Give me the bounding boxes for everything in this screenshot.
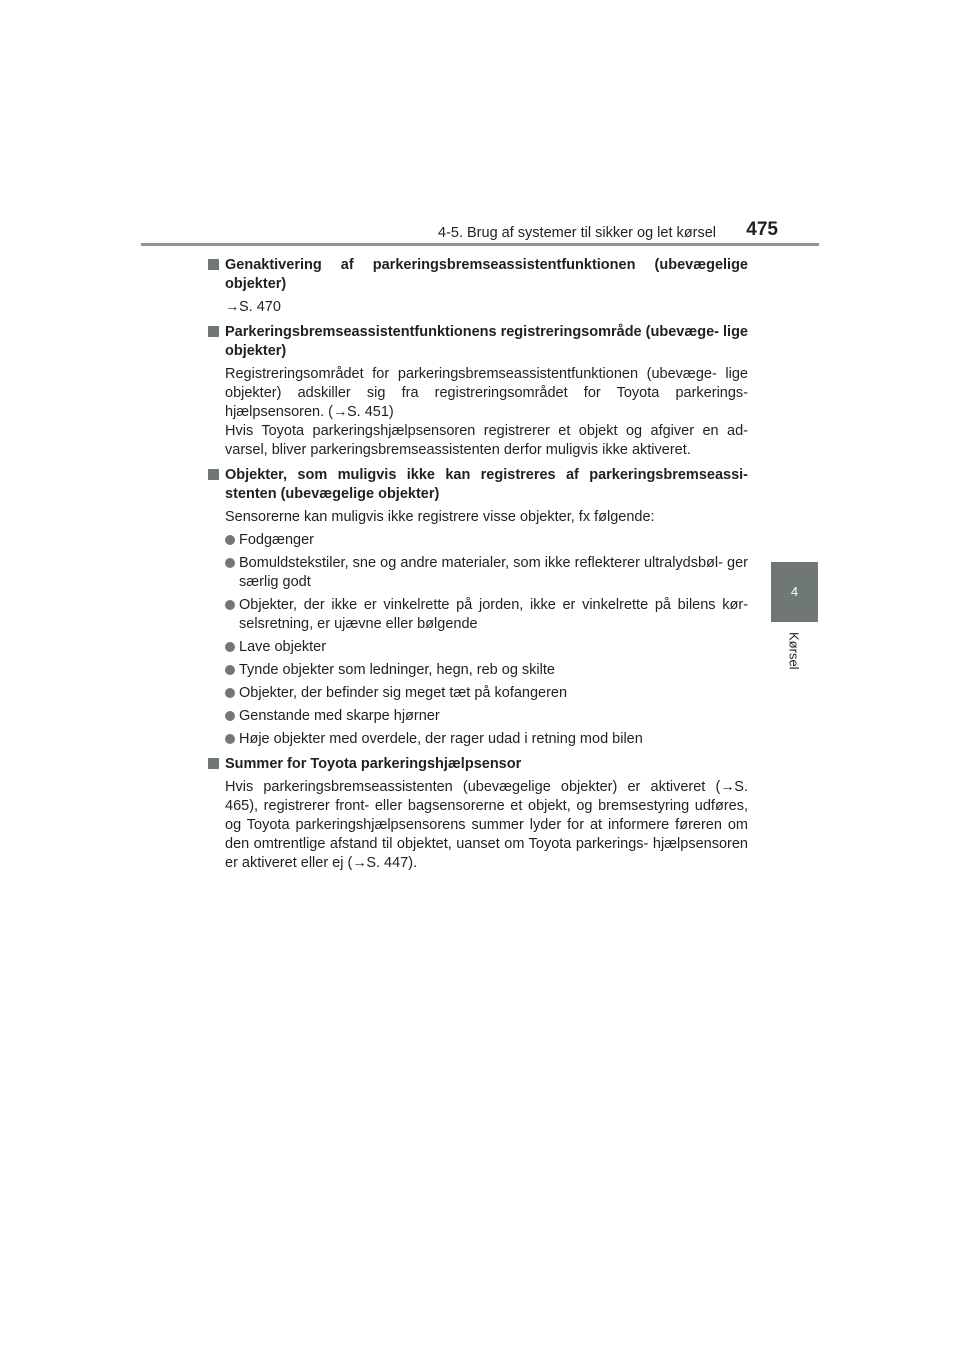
chapter-label: Kørsel [786,632,802,670]
square-bullet-icon [208,259,219,270]
page-reference[interactable]: →S. 470 [225,299,281,315]
section-heading: Parkeringsbremseassistentfunktionens registreringsområde (ubevæge- lige objekter) [208,323,748,361]
page-reference[interactable]: S. 451) [347,404,394,420]
section-reactivation [208,256,748,317]
page-number: 475 [746,219,778,240]
circle-bullet-icon [225,711,235,721]
square-bullet-icon [208,758,219,769]
circle-bullet-icon [225,734,235,744]
paragraph: Sensorerne kan muligvis ikke registrere visse objekter, fx følgende: [225,509,655,525]
list-item: Objekter, der ikke er vinkelrette på jorden, ikke er vinkelrette på bilens kør- selsretning, er ujævne eller bølgende [225,596,748,634]
section-heading: Genaktivering af parkeringsbremseassistentfunktionen (ubevægelige objekter) [208,256,748,294]
object-list [208,531,748,749]
list-item: Tynde objekter som ledninger, hegn, reb og skilte [225,661,748,680]
arrow-right-icon: → [225,299,240,315]
chapter-label-container [785,632,803,692]
list-item: Objekter, der befinder sig meget tæt på kofangeren [225,684,748,703]
circle-bullet-icon [225,535,235,545]
list-item: Lave objekter [225,638,748,657]
chapter-number: 4 [790,584,799,599]
chapter-tab [771,562,818,622]
list-item: Fodgænger [225,531,748,550]
circle-bullet-icon [225,600,235,610]
list-item: Bomuldstekstiler, sne og andre materialer, som ikke reflekterer ultralydsbøl- ger særlig godt [225,554,748,592]
section-detection-area [208,323,748,460]
section-heading: Objekter, som muligvis ikke kan registreres af parkeringsbremseassi- stenten (ubevægelige objekter) [208,466,748,504]
square-bullet-icon [208,469,219,480]
header-rule [141,243,819,246]
paragraph: Hvis parkeringsbremseassistenten (ubevægelige objekter) er aktiveret (→S. 465), registrerer front- eller bagsensorerne et objekt, og bremsestyring udføres, og Toyota parkeringshjælpsensorens summer lyder for at informere føreren om den omtrentlige afstand til objektet, uanset om Toyota parkerings- hjælpsensoren er aktiveret eller ej (→S. 447). [225,779,748,871]
section-title: 4-5. Brug af systemer til sikker og let kørsel [438,225,716,241]
arrow-right-icon: → [333,404,348,420]
section-buzzer [208,755,748,873]
circle-bullet-icon [225,665,235,675]
circle-bullet-icon [225,642,235,652]
square-bullet-icon [208,326,219,337]
arrow-right-icon: → [720,779,735,795]
section-undetectable-objects [208,466,748,749]
arrow-right-icon: → [352,855,367,871]
circle-bullet-icon [225,688,235,698]
list-item: Genstande med skarpe hjørner [225,707,748,726]
section-heading: Summer for Toyota parkeringshjælpsensor [208,755,748,774]
page-content [208,256,748,879]
paragraph: Registreringsområdet for parkeringsbremseassistentfunktionen (ubevæge- lige objekter) adskiller sig fra registreringsområdet for Toyota parkerings- hjælpsensoren. (→S. 451) Hvis Toyota parkeringshjælpsensoren registrerer et objekt og afgiver en ad- varsel, bliver parkeringsbremseassistenten derfor muligvis ikke aktiveret. [225,366,748,458]
circle-bullet-icon [225,558,235,568]
list-item: Høje objekter med overdele, der rager udad i retning mod bilen [225,730,748,749]
